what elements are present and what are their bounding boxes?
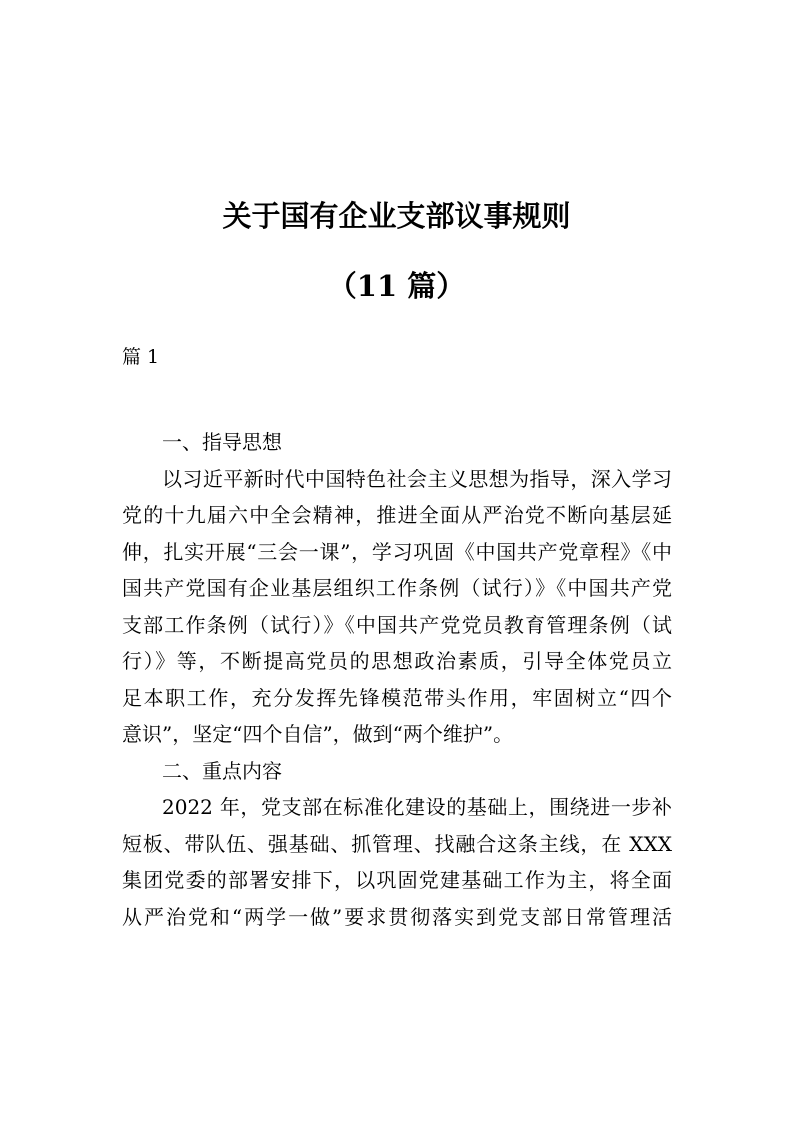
document-title: 关于国有企业支部议事规则 <box>222 199 571 233</box>
paragraph-line: 意识”，坚定“四个自信”，做到“两个维护”。 <box>122 722 514 746</box>
paragraph-line: 以习近平新时代中国特色社会主义思想为指导，深入学习 <box>162 466 672 491</box>
paragraph-line: 国共产党国有企业基层组织工作条例（试行）》《中国共产党 <box>122 576 672 600</box>
paragraph-guiding-thought <box>122 461 672 753</box>
paragraph-line: 伸，扎实开展“三会一课”，学习巩固《中国共产党章程》《中 <box>122 539 672 564</box>
paragraph-line: 行）》等，不断提高党员的思想政治素质，引导全体党员立 <box>122 649 672 673</box>
paragraph-line: 从严治党和“两学一做”要求贯彻落实到党支部日常管理活 <box>122 904 672 929</box>
paragraph-line: 短板、带队伍、强基础、抓管理、找融合这条主线，在 XXX <box>122 831 672 856</box>
paragraph-key-content <box>122 789 672 935</box>
paragraph-line: 足本职工作，充分发挥先锋模范带头作用，牢固树立“四个 <box>122 685 672 710</box>
heading-guiding-thought: 一、指导思想 <box>162 430 282 454</box>
document-body <box>122 424 672 935</box>
paragraph-line: 集团党委的部署安排下，以巩固党建基础工作为主，将全面 <box>122 868 672 892</box>
document-subtitle: （11 篇） <box>327 269 466 303</box>
section-label: 篇 1 <box>122 346 160 368</box>
paragraph-line: 支部工作条例（试行）》《中国共产党党员教育管理条例（试 <box>122 612 672 637</box>
paragraph-line: 2022 年，党支部在标准化建设的基础上，围绕进一步补 <box>162 795 672 819</box>
paragraph-line: 党的十九届六中全会精神，推进全面从严治党不断向基层延 <box>122 503 672 527</box>
heading-key-content: 二、重点内容 <box>162 758 282 783</box>
